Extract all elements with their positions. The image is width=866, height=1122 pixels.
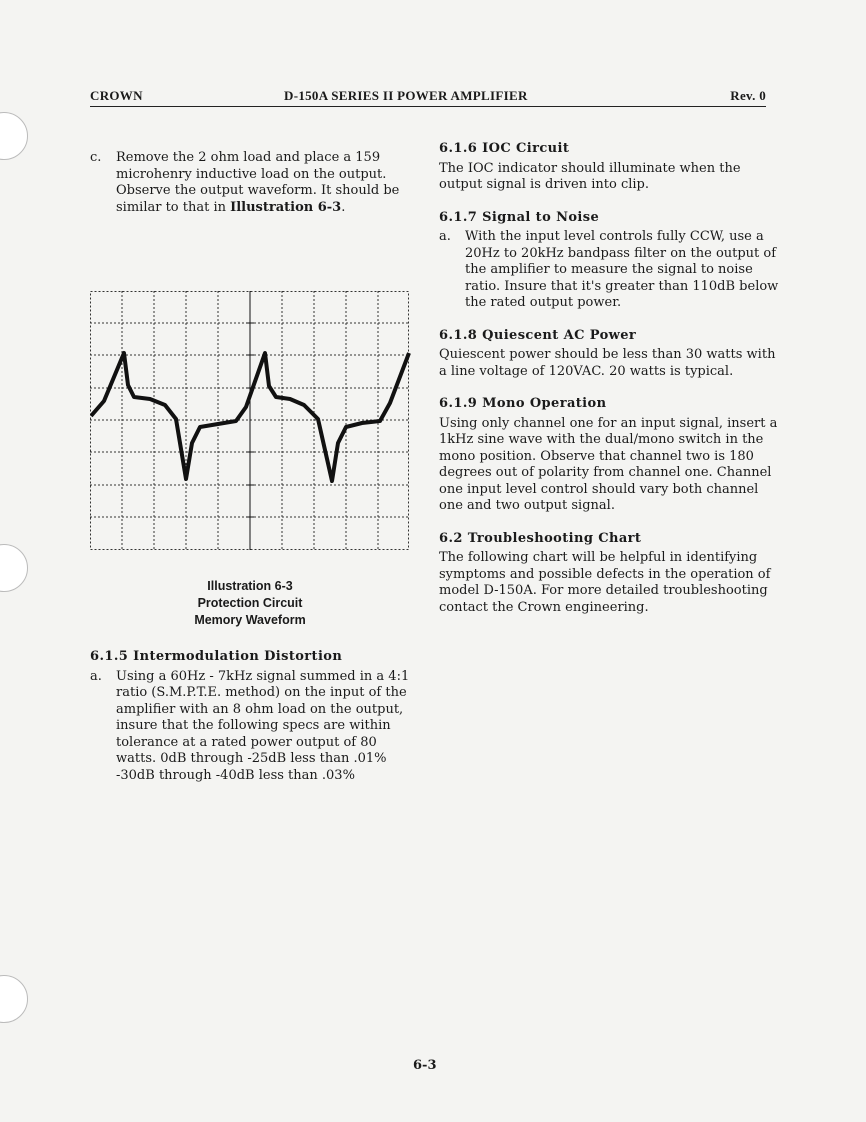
section-6-1-8 (439, 328, 779, 381)
page-number: 6-3 (413, 1058, 437, 1073)
section-6-2 (439, 531, 779, 617)
caption-line: Illustration 6-3 (207, 579, 293, 593)
binder-hole (0, 112, 28, 160)
caption-line: Protection Circuit (197, 596, 303, 610)
section-text: The following chart will be helpful in identifying symptoms and possible defects in the operation of model D-150A. For more detailed troubleshooting contact the Crown engineering. (439, 550, 771, 615)
item-text: Using a 60Hz - 7kHz signal summed in a 4:1 ratio (S.M.P.T.E. method) on the input of the amplifier with an 8 ohm load on the output, insure that the following specs are within tolerance at a rated power output of 80 watts. 0dB through -25dB less than .01% -30dB through -40dB less than .03% (116, 668, 410, 783)
step-end: . (341, 199, 346, 215)
section-6-1-5 (90, 649, 416, 784)
section-heading: 6.1.8 Quiescent AC Power (439, 327, 637, 343)
section-heading: 6.1.7 Signal to Noise (439, 209, 600, 225)
section-6-1-6 (439, 141, 779, 194)
section-text: Quiescent power should be less than 30 watts with a line voltage of 120VAC. 20 watts is typical. (439, 347, 776, 379)
binder-hole (0, 975, 28, 1023)
section-text: Using only channel one for an input signal, insert a 1kHz sine wave with the dual/mono switch in the mono position. Observe that channel two is 180 degrees out of polarity from channel one. Channel one input level control should vary both channel one and two output signal. (439, 415, 778, 513)
step-marker: c. (90, 150, 102, 165)
illustration-ref: Illustration 6-3 (230, 199, 342, 215)
page-header (90, 88, 766, 107)
item-marker: a. (90, 668, 102, 684)
step-c (90, 150, 416, 216)
section-heading: 6.2 Troubleshooting Chart (439, 530, 642, 546)
header-brand: CROWN (90, 88, 143, 103)
section-heading: 6.1.6 IOC Circuit (439, 141, 570, 156)
illustration-caption (130, 578, 370, 629)
item-marker: a. (439, 229, 451, 244)
binder-hole (0, 544, 28, 592)
caption-line: Memory Waveform (194, 613, 306, 627)
header-revision: Rev. 0 (730, 88, 766, 103)
left-column (90, 150, 416, 216)
list-item (439, 229, 779, 312)
section-6-1-9 (439, 396, 779, 515)
oscilloscope-waveform (90, 291, 412, 553)
section-heading: 6.1.9 Mono Operation (439, 396, 607, 411)
item-text: With the input level controls fully CCW, use a 20Hz to 20kHz bandpass filter on the output of the amplifier to measure the signal to noise ratio. Insure that it's greater than 110dB below the rated output power. (465, 229, 779, 310)
list-item (90, 669, 416, 785)
header-title: D-150A SERIES II POWER AMPLIFIER (284, 88, 528, 103)
section-heading: 6.1.5 Intermodulation Distortion (90, 649, 343, 664)
section-6-1-7 (439, 210, 779, 312)
step-text: Remove the 2 ohm load and place a 159 microhenry inductive load on the output. Observe the output waveform. It should be similar to that in (116, 150, 400, 215)
right-column (439, 141, 779, 632)
section-text: The IOC indicator should illuminate when the output signal is driven into clip. (439, 160, 741, 192)
